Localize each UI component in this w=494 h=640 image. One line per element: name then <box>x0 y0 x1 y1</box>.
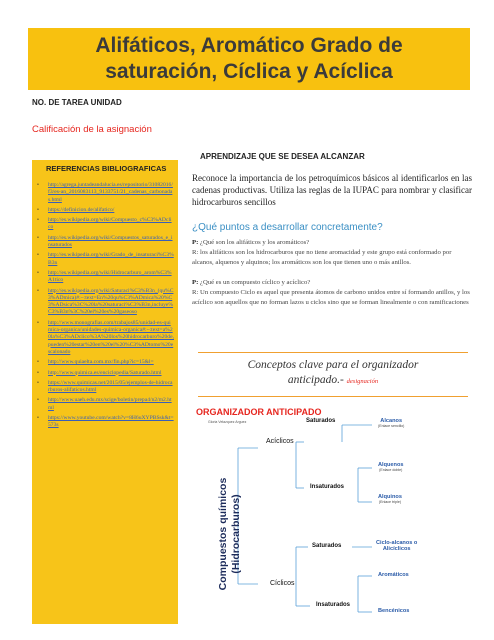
node-alkenes-label: Alquenos <box>378 462 404 468</box>
node-unsaturated-acyclic: Insaturados <box>310 484 345 490</box>
node-alkynes <box>378 494 402 504</box>
divider-bottom <box>198 396 468 397</box>
root-node <box>217 474 255 594</box>
question-2 <box>192 278 474 288</box>
node-alkynes-sub: (Enlace triple) <box>378 500 402 504</box>
question-prefix: P: <box>192 239 199 246</box>
node-cyclic: Cíclicos <box>270 580 295 587</box>
qa-block <box>192 238 474 308</box>
reference-link[interactable]: • http://es.wikipedia.org/wiki/Compuesto_c%C3%ADclico <box>32 217 174 232</box>
reference-link[interactable]: • https://www.youtube.com/watch?v=8H6uXYPBSsk&t=573s <box>32 415 174 430</box>
node-acyclic: Acíclicos <box>266 438 294 445</box>
reference-link[interactable]: • http://es.wikipedia.org/wiki/Grado_de_insaturaci%C3%B3n <box>32 252 174 267</box>
reference-link[interactable]: • http://www.monografias.com/trabajos85/unidad-es-quimica-organica/unidades-quimica-organica#:~:text=a%20la%C3%ADclico%3A%20los%20hidrocarburo%20de,pueden%20estar%20en%20el%20%C3%ADtomo%20escalonado <box>32 320 174 356</box>
answer-1: R: los alifáticos son los hidrocarburos que no tiene aromacidad y este grupo está conformado por alcanos, alquenos y alquinos; los aromáticos son los que tienen uno o más anillos. <box>192 249 452 267</box>
question-prefix: P: <box>192 278 199 286</box>
reference-link[interactable]: • https://www.quimicas.net/2015/05/ejemplos-de-hidrocarburos-alifaticos.html <box>32 380 174 395</box>
node-alkenes <box>378 462 403 472</box>
concepts-line-2 <box>198 373 468 389</box>
questions-heading: ¿Qué puntos a desarrollar concretamente? <box>192 222 383 233</box>
diagram-caption: Gloria Velazquez Arguez <box>208 420 247 424</box>
reference-link[interactable]: • http://es.wikipedia.org/wiki/Saturaci%C3%B3n_(qu%C3%ADmica)#:~:text=En%20qu%C3%ADmica%20%C3%ADsica%3C%20la%20saturaci%C3%B3n,incluye%C3%B3n%3C%20el%20es%20gaseoso <box>32 288 174 317</box>
question-text: ¿Qué es un compuesto cíclico y acíclico? <box>198 278 311 286</box>
root-node-line-1: Compuestos químicos <box>217 477 229 591</box>
reference-link[interactable]: • http://es.wikipedia.org/wiki/Hidrocarburo_arom%C3%A1tico <box>32 270 174 285</box>
node-alkenes-sub: (Enlace doble) <box>379 468 403 472</box>
question-1 <box>192 238 474 248</box>
learning-intro: Reconoce la importancia de los petroquímicos básicos al identificarlos en las cadenas productivas. Utiliza las reglas de la IUPAC para nombrar y clasificar hidrocarburos sencillos <box>192 173 472 207</box>
node-cycloalkanes <box>376 540 417 552</box>
node-alkanes-sub: (Enlace sencillo) <box>378 424 405 428</box>
reference-link[interactable]: • http://es.wikipedia.org/wiki/Compuestos_saturados_e_insaturados <box>32 235 174 250</box>
root-node-line-2: (Hidrocarburos) <box>230 494 242 574</box>
page-title-line-2: saturación, Cíclica y Acíclica <box>105 60 393 83</box>
reference-link[interactable]: • http://agrega.juntadeandalucia.es/repositorio/31082016/f3/es-an_2016083113_9133751/21_cadenas_carbonadas.html <box>32 182 174 204</box>
node-saturated-cyclic: Saturados <box>312 543 342 549</box>
node-alicyclic-label: Alicíclicos <box>382 546 411 552</box>
reference-link[interactable]: • https://definicion.de/alifatico/ <box>32 207 174 214</box>
concepts-line-1: Conceptos clave para el organizador <box>247 359 419 371</box>
title-banner <box>28 28 470 90</box>
references-list <box>32 182 178 430</box>
reference-link[interactable]: • http://www.quimica.es/enciclopedia/Saturado.html <box>32 370 174 377</box>
node-benzenic: Bencénicos <box>378 608 410 614</box>
node-alkanes-label: Alcanos <box>380 418 403 424</box>
references-title: REFERENCIAS BIBLIOGRAFICAS <box>46 164 167 173</box>
reference-link[interactable]: • http://www.uaeh.edu.mx/scige/boletin/prepa4/n2/m2.html <box>32 397 174 412</box>
concepts-line-2-text: anticipado.- <box>287 374 344 386</box>
page-title-line-1: Alifáticos, Aromático Grado de <box>95 34 403 57</box>
node-cycloalkanes-label: Ciclo-alcanos o <box>376 540 418 546</box>
node-aromatic: Aromáticos <box>378 572 409 578</box>
grade-label: Calificación de la asignación <box>32 124 152 135</box>
node-alkanes <box>378 418 404 428</box>
concepts-title <box>198 358 468 389</box>
task-number-label: NO. DE TAREA UNIDAD <box>32 98 122 107</box>
divider-top <box>198 352 468 353</box>
node-saturated-acyclic: Saturados <box>306 418 336 424</box>
organizer-title: ORGANIZADOR ANTICIPADO <box>196 407 322 417</box>
designation-label: designación <box>346 378 379 385</box>
answer-2: R: Un compuesto Ciclo es aquel que presenta átomos de carbono unidos entre sí formando anillos, y los acíclico son aquellos que no forman lazos u ciclos sino que se forman linealmente o con ramificaciones <box>192 288 470 307</box>
concept-map <box>192 420 482 625</box>
question-text: ¿Qué son los alifáticos y los aromáticos? <box>198 239 310 246</box>
reference-link[interactable]: • http://www.quiaelta.com.mx/fin.php?ic=15&l= <box>32 359 174 366</box>
node-alkynes-label: Alquinos <box>378 494 402 500</box>
references-panel <box>32 160 178 624</box>
node-unsaturated-cyclic: Insaturados <box>316 602 351 608</box>
learning-goal-title: APRENDIZAJE QUE SE DESEA ALCANZAR <box>200 152 365 161</box>
